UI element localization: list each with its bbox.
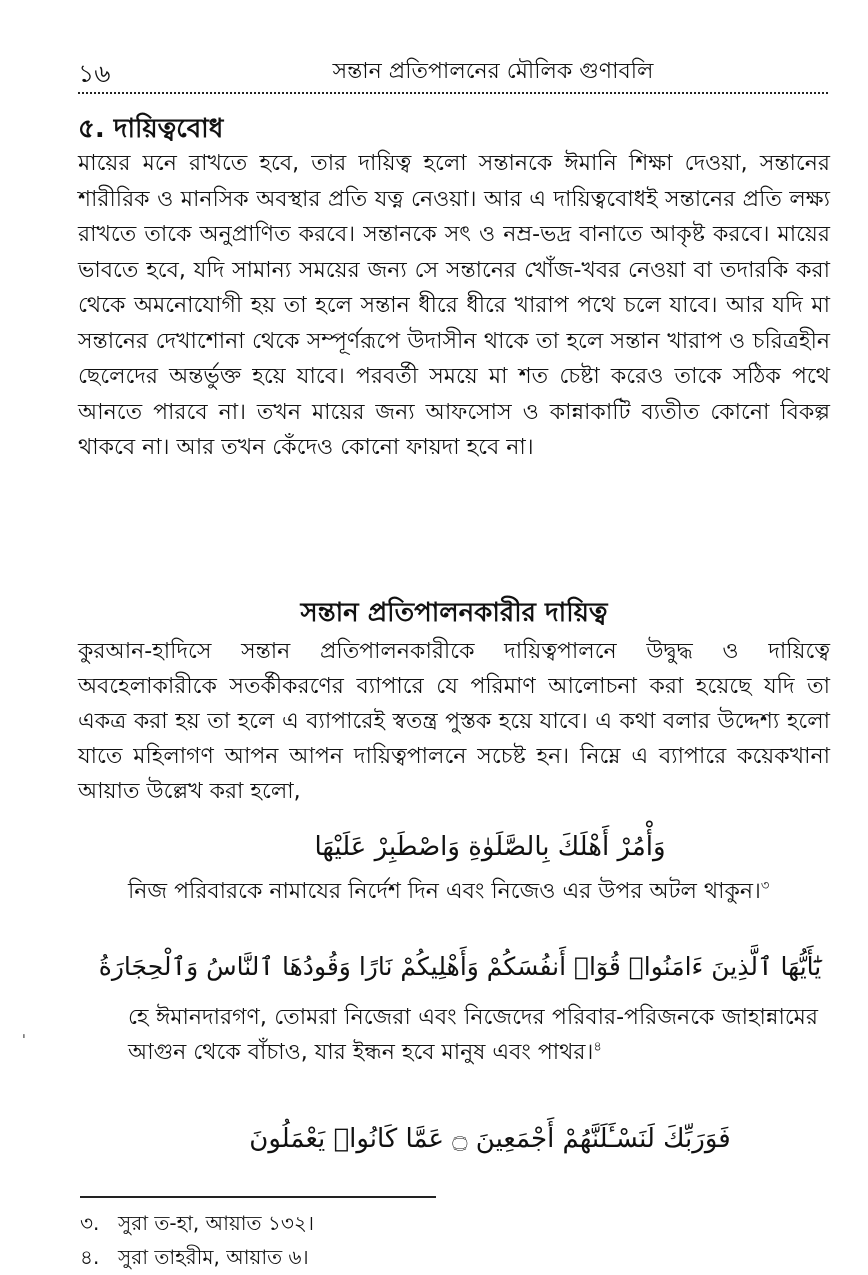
section-heading-caretaker-duty: সন্তান প্রতিপালনকারীর দায়িত্ব — [300, 598, 608, 628]
footnote-text: সুরা তাহরীম, আয়াত ৬। — [118, 1245, 309, 1269]
verse-translation-1 — [128, 874, 818, 909]
stray-ink-mark: ˌ — [22, 1024, 26, 1040]
arabic-verse-3: فَوَرَبِّكَ لَنَسْـَٔلَنَّهُمْ أَجْمَعِينَ ۝ عَمَّا كَانُوا۟ يَعْمَلُونَ — [249, 1124, 731, 1154]
footnote-item — [80, 1240, 314, 1274]
translation-text-2: হে ঈমানদারগণ, তোমরা নিজেরা এবং নিজেদের পরিবার-পরিজনকে জাহান্নামের আগুন থেকে বাঁচাও, যার ইন্ধন হবে মানুষ এবং পাথর। — [128, 1005, 818, 1065]
paragraph-responsibility: মায়ের মনে রাখতে হবে, তার দায়িত্ব হলো সন্তানকে ঈমানি শিক্ষা দেওয়া, সন্তানের শারীরিক ও মানসিক অবস্থার প্রতি যত্ন নেওয়া। আর এ দায়িত্ববোধই সন্তানের প্রতি লক্ষ্য রাখতে তাকে অনুপ্রাণিত করবে। সন্তানকে সৎ ও নম্র-ভদ্র বানাতে আকৃষ্ট করবে। মায়ের ভাবতে হবে, যদি সামান্য সময়ের জন্য সে সন্তানের খোঁজ-খবর নেওয়া বা তদারকি করা থেকে অমনোযোগী হয় তা হলে সন্তান ধীরে ধীরে খারাপ পথে চলে যাবে। আর যদি মা সন্তানের দেখাশোনা থেকে সম্পূর্ণরূপে উদাসীন থাকে তা হলে সন্তান খারাপ ও চরিত্রহীন ছেলেদের অন্তর্ভুক্ত হয়ে যাবে। পরবর্তী সময়ে মা শত চেষ্টা করেও তাকে সঠিক পথে আনতে পারবে না। তখন মায়ের জন্য আফসোস ও কান্নাকাটি ব্যতীত কোনো বিকল্প থাকবে না। আর তখন কেঁদেও কোনো ফায়দা হবে না। — [78, 151, 830, 460]
header-dotted-rule — [78, 92, 828, 94]
footnote-separator — [80, 1196, 436, 1198]
arabic-verse-1: وَأْمُرْ أَهْلَكَ بِالصَّلَوٰةِ وَاصْطَبِرْ عَلَيْهَا — [314, 832, 666, 862]
page-header — [78, 52, 828, 94]
paragraph-caretaker-duty: কুরআন-হাদিসে সন্তান প্রতিপালনকারীকে দায়িত্বপালনে উদ্বুদ্ধ ও দায়িত্বে অবহেলাকারীকে সতর্কীকরণের ব্যাপারে যে পরিমাণ আলোচনা করা হয়েছে যদি তা একত্র করা হয় তা হলে এ ব্যাপারেই স্বতন্ত্র পুস্তক হয়ে যাবে। এ কথা বলার উদ্দেশ্য হলো যাতে মহিলাগণ আপন আপন দায়িত্বপালনে সচেষ্ট হন। নিম্নে এ ব্যাপারে কয়েকখানা আয়াত উল্লেখ করা হলো, — [78, 639, 830, 804]
translation-text-1: নিজ পরিবারকে নামাযের নির্দেশ দিন এবং নিজেও এর উপর অটল থাকুন। — [128, 879, 761, 904]
footnote-item — [80, 1206, 314, 1240]
page-number: ১৬ — [78, 59, 111, 88]
footnote-number: ৩. — [80, 1211, 100, 1235]
footnote-ref-3: ৩ — [760, 878, 770, 894]
section-heading-responsibility: ৫. দায়িত্ববোধ — [78, 114, 224, 144]
footnotes — [80, 1206, 314, 1274]
arabic-verse-2: يَٰٓأَيُّهَا ٱلَّذِينَ ءَامَنُوا۟ قُوٓا۟ أَنفُسَكُمْ وَأَهْلِيكُمْ نَارًا وَقُودُهَا ٱلنَّاسُ وَٱلْحِجَارَةُ — [98, 952, 822, 981]
running-title: সন্তান প্রতিপালনের মৌলিক গুণাবলি — [332, 59, 654, 84]
verse-translation-2 — [128, 1000, 818, 1070]
footnote-number: ৪. — [80, 1245, 100, 1269]
footnote-text: সুরা ত-হা, আয়াত ১৩২। — [118, 1211, 315, 1235]
footnote-ref-4: ৪ — [593, 1039, 602, 1055]
